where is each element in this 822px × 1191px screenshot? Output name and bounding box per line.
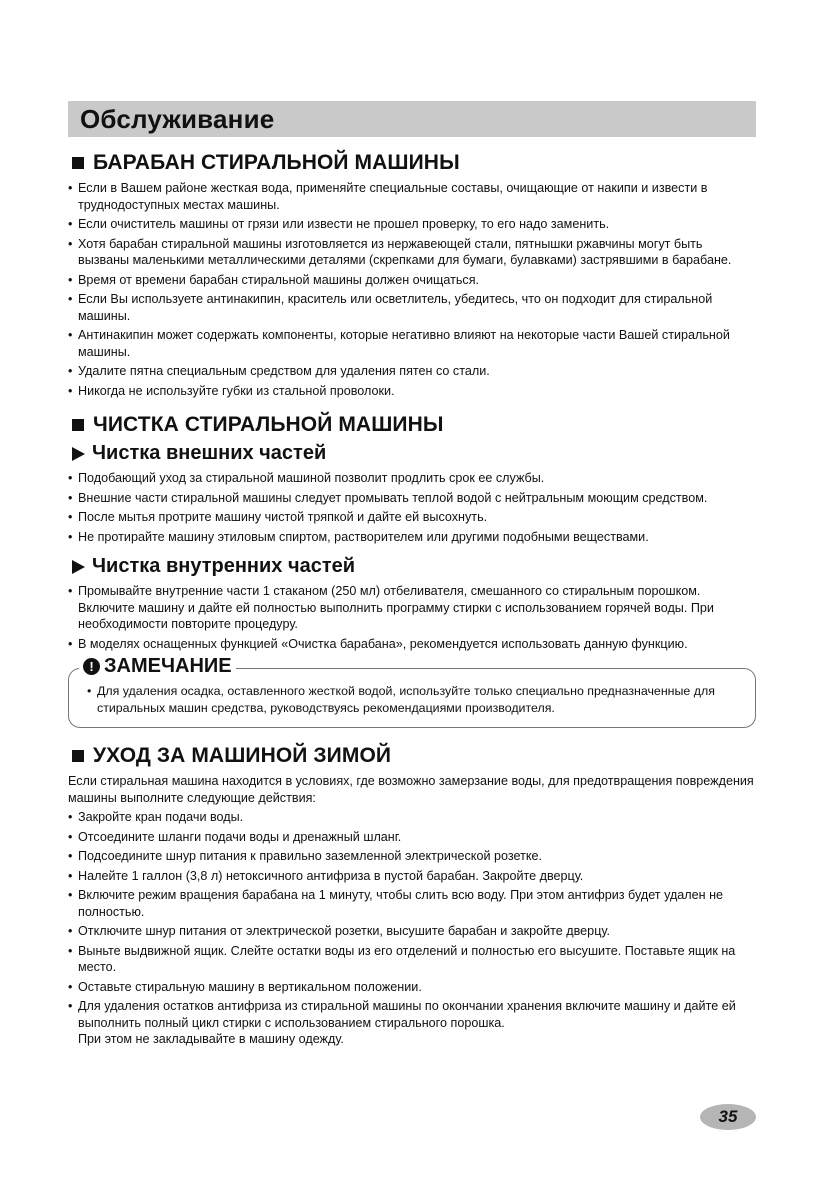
list-item: • В моделях оснащенных функцией «Очистка барабана», рекомендуется использовать данную функцию. (68, 636, 756, 653)
cleaning-section (68, 413, 756, 652)
internal-list (68, 583, 756, 652)
square-bullet-icon (72, 157, 84, 169)
list-item: • Если очиститель машины от грязи или извести не прошел проверку, то его надо заменить. (68, 216, 756, 233)
list-item: • Включите режим вращения барабана на 1 минуту, чтобы слить всю воду. При этом антифриз будет удален не полностью. (68, 887, 756, 920)
list-item: • Закройте кран подачи воды. (68, 809, 756, 826)
list-item: • Удалите пятна специальным средством для удаления пятен со стали. (68, 363, 756, 380)
list-item: • Время от времени барабан стиральной машины должен очищаться. (68, 272, 756, 289)
list-item: • Выньте выдвижной ящик. Слейте остатки воды из его отделений и полностью его высушите. Поставьте ящик на место. (68, 943, 756, 976)
list-item: • Если в Вашем районе жесткая вода, применяйте специальные составы, очищающие от накипи и извести в труднодоступных местах машины. (68, 180, 756, 213)
exclamation-icon: ! (83, 658, 100, 675)
list-item: • Для удаления осадка, оставленного жесткой водой, используйте только специально предназначенные для стиральных машин средства, руководствуясь рекомендациями производителя. (87, 683, 741, 716)
winter-heading: УХОД ЗА МАШИНОЙ ЗИМОЙ (68, 744, 756, 768)
external-heading: Чистка внешних частей (68, 442, 756, 465)
list-item: • Если Вы используете антинакипин, краситель или осветлитель, убедитесь, что он подходит для стиральной машины. (68, 291, 756, 324)
internal-heading: Чистка внутренних частей (68, 555, 756, 578)
list-item: • Никогда не используйте губки из стальной проволоки. (68, 383, 756, 400)
external-subsection (68, 442, 756, 545)
list-item: • Оставьте стиральную машину в вертикальном положении. (68, 979, 756, 996)
triangle-bullet-icon (72, 560, 85, 574)
list-item: • Внешние части стиральной машины следует промывать теплой водой с нейтральным моющим средством. (68, 490, 756, 507)
list-item: • Подобающий уход за стиральной машиной позволит продлить срок ее службы. (68, 470, 756, 487)
drum-list (68, 180, 756, 399)
list-item: • Не протирайте машину этиловым спиртом, растворителем или другими подобными веществами. (68, 529, 756, 546)
winter-list (68, 809, 756, 1048)
list-item: • Отсоедините шланги подачи воды и дренажный шланг. (68, 829, 756, 846)
note-box (68, 655, 756, 728)
internal-subsection (68, 555, 756, 652)
list-item: • Хотя барабан стиральной машины изготовляется из нержавеющей стали, пятнышки ржавчины могут быть вызваны маленькими металлическими деталями (скрепками для бумаги, булавками) застрявшими в барабане. (68, 236, 756, 269)
list-item: • Антинакипин может содержать компоненты, которые негативно влияют на некоторые части Вашей стиральной машины. (68, 327, 756, 360)
list-item: • После мытья протрите машину чистой тряпкой и дайте ей высохнуть. (68, 509, 756, 526)
square-bullet-icon (72, 750, 84, 762)
page-number: 35 (700, 1104, 756, 1130)
list-item: • Подсоедините шнур питания к правильно заземленной электрической розетке. (68, 848, 756, 865)
page-content (68, 101, 756, 1051)
list-item: • Отключите шнур питания от электрической розетки, высушите барабан и закройте дверцу. (68, 923, 756, 940)
cleaning-heading: ЧИСТКА СТИРАЛЬНОЙ МАШИНЫ (68, 413, 756, 437)
note-list (87, 683, 741, 716)
note-title: ! ЗАМЕЧАНИЕ (79, 655, 236, 678)
list-item: • Промывайте внутренние части 1 стаканом (250 мл) отбеливателя, смешанного со стиральным порошком. Включите машину и дайте ей полностью выполнить программу стирки с использованием горячей воды. При необходимости повторите процедуру. (68, 583, 756, 633)
list-item: • Для удаления остатков антифриза из стиральной машины по окончании хранения включите машину и дайте ей выполнить полный цикл стирки с использованием стирального порошка. При этом не закладывайте в машину одежду. (68, 998, 756, 1048)
drum-heading: БАРАБАН СТИРАЛЬНОЙ МАШИНЫ (68, 151, 756, 175)
triangle-bullet-icon (72, 447, 85, 461)
external-list (68, 470, 756, 545)
winter-section (68, 744, 756, 1048)
winter-intro: Если стиральная машина находится в условиях, где возможно замерзание воды, для предотвращения повреждения машины выполните следующие действия: (68, 774, 754, 805)
page-title-bar (68, 101, 756, 137)
drum-section (68, 151, 756, 399)
list-item: • Налейте 1 галлон (3,8 л) нетоксичного антифриза в пустой барабан. Закройте дверцу. (68, 868, 756, 885)
square-bullet-icon (72, 419, 84, 431)
page-title: Обслуживание (80, 103, 275, 134)
